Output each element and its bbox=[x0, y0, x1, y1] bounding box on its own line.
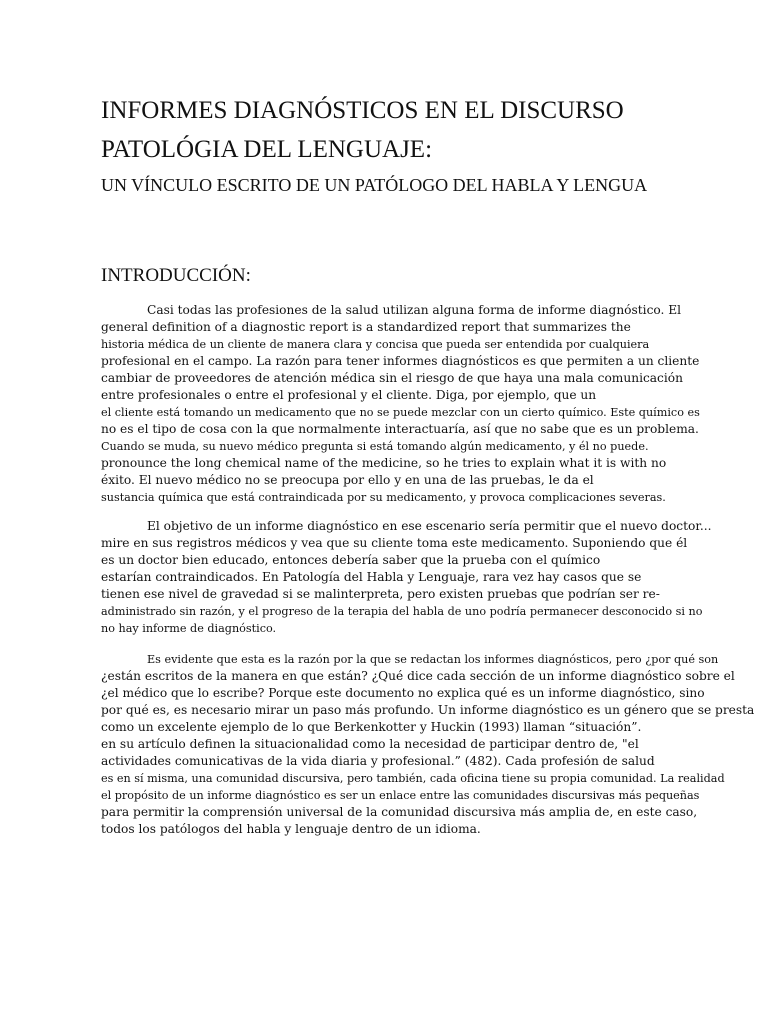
paragraph-line: actividades comunicativas de la vida diaria y profesional.” (482). Cada profesión de salud bbox=[101, 754, 655, 768]
subtitle: UN VÍNCULO ESCRITO DE UN PATÓLOGO DEL HABLA Y LENGUA bbox=[101, 175, 648, 195]
paragraph-line: sustancia química que está contraindicada por su medicamento, y provoca complicaciones severas. bbox=[101, 491, 666, 504]
paragraph-line: ¿el médico que lo escribe? Porque este documento no explica qué es un informe diagnóstico, sino bbox=[101, 686, 705, 700]
paragraph-line: es en sí misma, una comunidad discursiva, pero también, cada oficina tiene su propia comunidad. La realidad bbox=[101, 772, 725, 785]
paragraph-line: Es evidente que esta es la razón por la que se redactan los informes diagnósticos, pero ¿por qué son bbox=[147, 653, 719, 666]
paragraph-1 bbox=[101, 302, 768, 506]
paragraph-line: no hay informe de diagnóstico. bbox=[101, 622, 277, 635]
paragraph-3 bbox=[101, 651, 768, 838]
paragraph-line: como un excelente ejemplo de lo que Berkenkotter y Huckin (1993) llaman “situación”. bbox=[101, 720, 642, 734]
paragraph-line: mire en sus registros médicos y vea que su cliente toma este medicamento. Suponiendo que él bbox=[101, 536, 688, 550]
paragraph-line: tienen ese nivel de gravedad si se malinterpreta, pero existen pruebas que podrían ser re- bbox=[101, 587, 660, 601]
paragraph-line: historia médica de un cliente de manera clara y concisa que pueda ser entendida por cualquiera bbox=[101, 338, 650, 351]
paragraph-2 bbox=[101, 518, 768, 637]
paragraph-line: éxito. El nuevo médico no se preocupa por ello y en una de las pruebas, le da el bbox=[101, 473, 594, 487]
paragraph-line: entre profesionales o entre el profesional y el cliente. Diga, por ejemplo, que un bbox=[101, 388, 597, 402]
paragraph-line: Cuando se muda, su nuevo médico pregunta si está tomando algún medicamento, y él no puede. bbox=[101, 440, 649, 453]
paragraph-line: El objetivo de un informe diagnóstico en ese escenario sería permitir que el nuevo doctor... bbox=[147, 519, 712, 533]
paragraph-line: es un doctor bien educado, entonces debería saber que la prueba con el químico bbox=[101, 553, 601, 567]
paragraph-line: para permitir la comprensión universal de la comunidad discursiva más amplia de, en este caso, bbox=[101, 805, 698, 819]
paragraph-line: general definition of a diagnostic report is a standardized report that summarizes the bbox=[101, 320, 631, 334]
paragraph-line: el cliente está tomando un medicamento que no se puede mezclar con un cierto químico. Este químico es bbox=[101, 406, 700, 419]
paragraph-line: en su artículo definen la situacionalidad como la necesidad de participar dentro de, "el bbox=[101, 737, 639, 751]
paragraph-line: ¿están escritos de la manera en que están? ¿Qué dice cada sección de un informe diagnóstico sobre el bbox=[101, 669, 735, 683]
paragraph-line: cambiar de proveedores de atención médica sin el riesgo de que haya una mala comunicación bbox=[101, 371, 683, 385]
paragraph-line: el propósito de un informe diagnóstico es ser un enlace entre las comunidades discursivas más pequeñas bbox=[101, 789, 700, 802]
paragraph-line: pronounce the long chemical name of the medicine, so he tries to explain what it is with no bbox=[101, 456, 667, 470]
paragraph-line: no es el tipo de cosa con la que normalmente interactuaría, así que no sabe que es un problema. bbox=[101, 422, 699, 436]
section-heading: INTRODUCCIÓN: bbox=[101, 265, 251, 286]
paragraph-line: Casi todas las profesiones de la salud utilizan alguna forma de informe diagnóstico. El bbox=[147, 303, 682, 317]
title-line-2: PATOLÓGIA DEL LENGUAJE: bbox=[101, 136, 433, 163]
paragraph-line: estarían contraindicados. En Patología del Habla y Lenguaje, rara vez hay casos que se bbox=[101, 570, 642, 584]
paragraph-line: todos los patólogos del habla y lenguaje dentro de un idioma. bbox=[101, 822, 481, 836]
title-line-1: INFORMES DIAGNÓSTICOS EN EL DISCURSO bbox=[101, 97, 624, 124]
paragraph-line: administrado sin razón, y el progreso de la terapia del habla de uno podría permanecer desconocido si no bbox=[101, 605, 703, 618]
paragraph-line: por qué es, es necesario mirar un paso más profundo. Un informe diagnóstico es un género que se presta bbox=[101, 703, 755, 717]
paragraph-line: profesional en el campo. La razón para tener informes diagnósticos es que permiten a un cliente bbox=[101, 354, 700, 368]
